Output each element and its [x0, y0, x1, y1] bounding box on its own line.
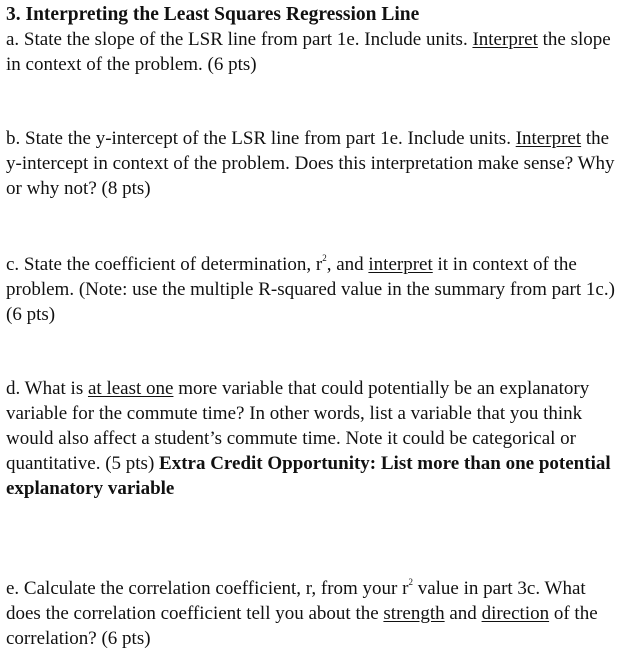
question-b-text-1: b. State the y-intercept of the LSR line from part 1e. Include units.: [6, 128, 516, 149]
question-c-superscript: 2: [322, 253, 327, 263]
question-e-underlined-strength: strength: [383, 603, 445, 624]
question-e: [6, 576, 618, 651]
question-c: [6, 252, 618, 327]
question-c-underlined-interpret: interpret: [368, 254, 433, 275]
question-d-text-2: more variable that could potentially be an explanatory variable for the commute time? In other words, list a variable that you think would also affect a student’s commute time. Note it could be categorical or quantitative. (5 pts): [6, 378, 590, 474]
question-a: [6, 27, 618, 77]
question-e-superscript: 2: [408, 577, 413, 587]
question-e-text-3: and: [444, 603, 482, 624]
question-c-text-3: it in context of the problem. (Note: use the multiple R-squared value in the summary from part 1c.) (6 pts): [6, 254, 615, 325]
question-d-text-1: d. What is: [6, 378, 88, 399]
question-d: [6, 376, 618, 501]
question-a-underlined-interpret: Interpret: [472, 29, 538, 50]
question-d-underlined-at-least-one: at least one: [87, 378, 174, 399]
question-a-text-2: the slope in context of the problem. (6 pts): [6, 29, 611, 75]
section-heading: 3. Interpreting the Least Squares Regression Line: [6, 4, 420, 25]
question-e-text-2: value in part 3c. What does the correlation coefficient tell you about the: [6, 578, 586, 624]
worksheet-page: [6, 2, 618, 649]
question-b: [6, 126, 618, 201]
question-a-text-1: a. State the slope of the LSR line from part 1e. Include units.: [6, 29, 473, 50]
question-b-text-2: the y-intercept in context of the problem. Does this interpretation make sense? Why or why not? (8 pts): [6, 128, 615, 199]
question-d-extra-credit: Extra Credit Opportunity: List more than one potential explanatory variable: [6, 453, 611, 499]
question-e-text-1: e. Calculate the correlation coefficient, r, from your r: [6, 578, 409, 599]
question-c-text-1: c. State the coefficient of determination, r: [6, 254, 323, 275]
question-e-underlined-direction: direction: [481, 603, 550, 624]
question-b-underlined-interpret: Interpret: [515, 128, 582, 149]
question-c-text-2: , and: [326, 254, 369, 275]
question-e-text-4: of the correlation? (6 pts): [6, 603, 598, 649]
